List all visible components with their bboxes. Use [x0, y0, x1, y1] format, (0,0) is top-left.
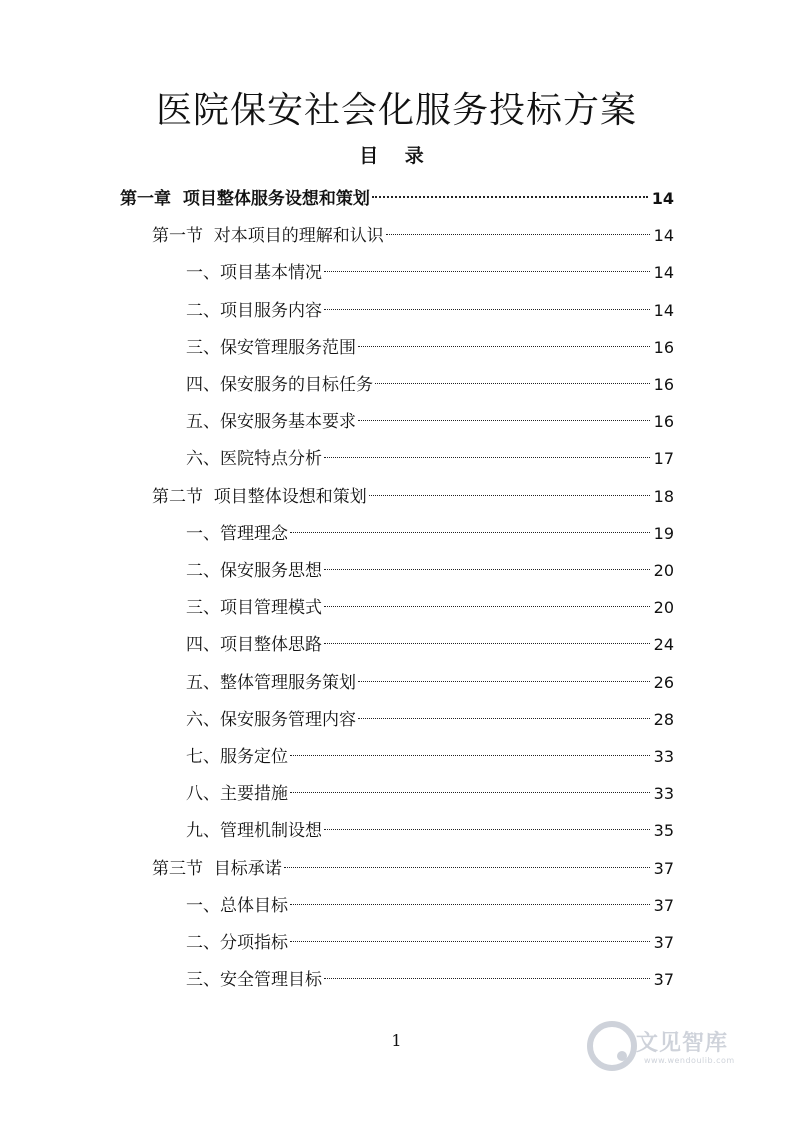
toc-entry-page: 14: [653, 263, 674, 283]
toc-entry-label: 八、主要措施: [186, 784, 288, 805]
toc-entry-label: 二、项目服务内容: [186, 300, 322, 321]
toc-entry-label: 第一章 项目整体服务设想和策划: [120, 189, 370, 209]
toc-subsection-entry[interactable]: [186, 962, 674, 998]
toc-heading: 目 录: [359, 145, 434, 167]
toc-dot-leader: [324, 569, 650, 570]
document-title: 医院保安社会化服务投标方案: [155, 90, 637, 131]
toc-dot-leader: [290, 941, 650, 942]
toc-subsection-entry[interactable]: [186, 776, 674, 812]
toc-entry-page: 14: [653, 300, 674, 320]
toc-entry-page: 37: [653, 970, 674, 990]
toc-entry-page: 16: [653, 375, 674, 394]
watermark-text: 文见智库: [636, 1031, 729, 1056]
toc-dot-leader: [372, 196, 648, 198]
toc-subsection-entry[interactable]: [186, 627, 674, 663]
toc-entry-page: 19: [653, 523, 674, 543]
toc-subsection-entry[interactable]: [186, 888, 674, 924]
toc-section-entry[interactable]: [152, 851, 674, 887]
toc-entry-label: 第一节 对本项目的理解和认识: [152, 226, 384, 247]
toc-subsection-entry[interactable]: [186, 553, 674, 589]
toc-entry-label: 第二节 项目整体设想和策划: [152, 486, 367, 507]
toc-subsection-entry[interactable]: [186, 813, 674, 849]
toc-dot-leader: [290, 792, 650, 793]
toc-dot-leader: [386, 234, 650, 235]
toc-entry-label: 九、管理机制设想: [186, 821, 322, 842]
toc-entry-page: 20: [653, 598, 674, 618]
toc-subsection-entry[interactable]: [186, 925, 674, 961]
toc-entry-page: 20: [653, 561, 674, 580]
toc-dot-leader: [324, 309, 650, 310]
toc-entry-label: 六、医院特点分析: [186, 449, 322, 470]
toc-entry-page: 18: [653, 486, 674, 506]
toc-dot-leader: [324, 978, 650, 979]
toc-subsection-entry[interactable]: [186, 590, 674, 626]
toc-entry-page: 14: [651, 189, 674, 208]
toc-dot-leader: [324, 643, 650, 644]
toc-entry-label: 三、保安管理服务范围: [186, 337, 356, 358]
toc-subsection-entry[interactable]: [186, 293, 674, 329]
toc-dot-leader: [358, 420, 650, 421]
toc-entry-label: 四、保安服务的目标任务: [186, 375, 373, 395]
toc-entry-label: 五、整体管理服务策划: [186, 672, 356, 693]
toc-chapter-entry[interactable]: [120, 181, 674, 217]
toc-dot-leader: [358, 681, 650, 682]
toc-entry-label: 二、分项指标: [186, 933, 288, 953]
toc-dot-leader: [324, 829, 650, 830]
toc-dot-leader: [324, 271, 650, 272]
toc-subsection-entry[interactable]: [186, 739, 674, 775]
toc-entry-label: 一、总体目标: [186, 895, 288, 916]
toc-dot-leader: [358, 718, 650, 719]
toc-entry-label: 四、项目整体思路: [186, 635, 322, 656]
page-number: 1: [391, 1031, 402, 1050]
toc-entry-page: 28: [653, 709, 674, 729]
toc-subsection-entry[interactable]: [186, 404, 674, 440]
toc-dot-leader: [369, 495, 650, 496]
toc-entry-page: 33: [653, 784, 674, 804]
toc-dot-leader: [284, 867, 650, 868]
toc-entry-page: 37: [653, 895, 674, 915]
toc-section-entry[interactable]: [152, 218, 674, 254]
toc-entry-page: 24: [653, 635, 674, 655]
toc-entry-page: 33: [653, 747, 674, 766]
toc-entry-label: 第三节 目标承诺: [152, 858, 282, 879]
toc-dot-leader: [290, 755, 650, 756]
toc-entry-page: 35: [653, 821, 674, 841]
watermark: [586, 1020, 756, 1080]
toc-subsection-entry[interactable]: [186, 255, 674, 291]
toc-dot-leader: [375, 383, 650, 384]
watermark-url: www.wendoulib.com: [644, 1056, 735, 1065]
toc-entry-label: 三、安全管理目标: [186, 970, 322, 991]
toc-entry-page: 16: [653, 337, 674, 357]
toc-entry-label: 七、服务定位: [186, 747, 288, 767]
toc-entry-label: 一、管理理念: [186, 523, 288, 544]
toc-subsection-entry[interactable]: [186, 367, 674, 403]
toc-entry-page: 37: [653, 933, 674, 952]
toc-subsection-entry[interactable]: [186, 516, 674, 552]
toc-dot-leader: [290, 904, 650, 905]
toc-entry-page: 37: [653, 858, 674, 878]
toc-entry-page: 14: [653, 226, 674, 246]
toc-entry-label: 五、保安服务基本要求: [186, 412, 356, 433]
toc-entry-label: 一、项目基本情况: [186, 263, 322, 284]
toc-entry-page: 26: [653, 672, 674, 692]
toc-dot-leader: [324, 606, 650, 607]
toc-entry-label: 六、保安服务管理内容: [186, 709, 356, 730]
toc-entry-label: 三、项目管理模式: [186, 598, 322, 619]
toc-dot-leader: [324, 457, 650, 458]
toc-subsection-entry[interactable]: [186, 702, 674, 738]
wendou-logo-icon: [586, 1020, 638, 1072]
toc-subsection-entry[interactable]: [186, 441, 674, 477]
toc-dot-leader: [290, 532, 650, 533]
toc-subsection-entry[interactable]: [186, 330, 674, 366]
toc-entry-page: 16: [653, 412, 674, 432]
toc-entry-page: 17: [653, 449, 674, 469]
toc-section-entry[interactable]: [152, 479, 674, 515]
toc-entry-label: 二、保安服务思想: [186, 561, 322, 581]
toc-dot-leader: [358, 346, 650, 347]
toc-subsection-entry[interactable]: [186, 665, 674, 701]
